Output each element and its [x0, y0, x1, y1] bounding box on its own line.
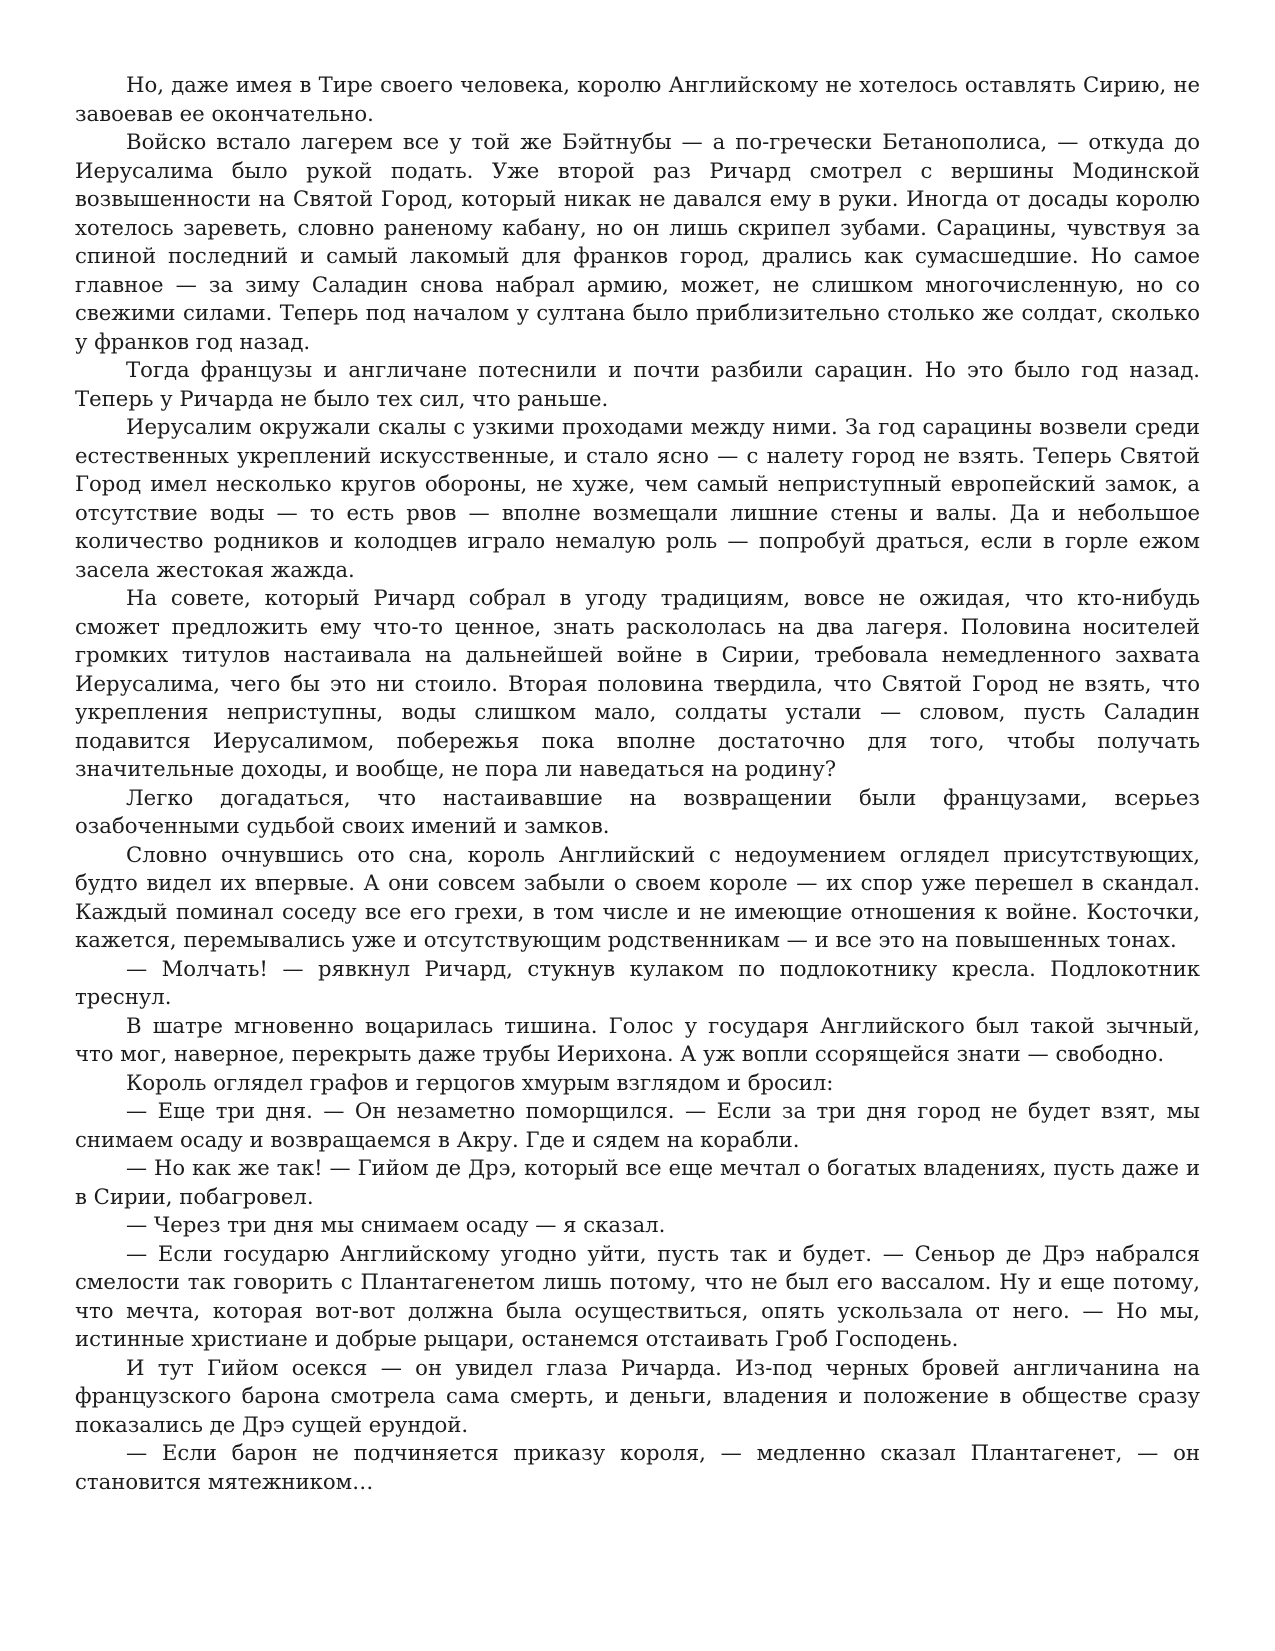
text-line: Король оглядел графов и герцогов хмурым взглядом и бросил: — [126, 1069, 834, 1095]
text-line: естественных укреплений искусственные, и стало ясно — с налету город не взять. Теперь Святой — [75, 442, 1200, 468]
text-line: отсутствие воды — то есть рвов — вполне возмещали лишние стены и валы. Да и небольшое — [75, 499, 1200, 525]
text-line: — Но как же так! — Гийом де Дрэ, который все еще мечтал о богатых владениях, пусть даже и — [126, 1155, 1200, 1180]
text-line: Каждый поминал соседу все его грехи, в том числе и не имеющие отношения к войне. Косточки, — [75, 898, 1200, 924]
text-line: Легко догадаться, что настаивавшие на возвращении были французами, всерьез — [126, 784, 1200, 810]
text-line: хотелось зареветь, словно раненому кабану, но он лишь скрипел зубами. Сарацины, чувствуя за — [75, 214, 1200, 240]
text-line: — Молчать! — рявкнул Ричард, стукнув кулаком по подлокотнику кресла. Подлокотник — [126, 955, 1200, 981]
text-line: кажется, перемывались уже и отсутствующим родственникам — и все это на повышенных тонах. — [75, 927, 1177, 952]
text-line: снимаем осаду и возвращаемся в Акру. Где и сядем на корабли. — [75, 1126, 800, 1152]
text-line: смелости так говорить с Плантагенетом лишь потому, что не был его вассалом. Ну и еще потому, — [75, 1269, 1200, 1294]
text-line: треснул. — [75, 984, 172, 1009]
text-line: Город имел несколько кругов обороны, не хуже, чем самый неприступный европейский замок, а — [75, 471, 1200, 496]
text-line: Тогда французы и англичане потеснили и почти разбили сарацин. Но это было год назад. — [126, 357, 1200, 382]
text-line: свежими силами. Теперь под началом у султана было приблизительно столько же солдат, сколько — [75, 300, 1200, 325]
text-line: Иерусалим окружали скалы с узкими проходами между ними. За год сарацины возвели среди — [126, 414, 1200, 439]
text-line: Теперь у Ричарда не было тех сил, что раньше. — [75, 385, 609, 411]
text-line: показались де Дрэ сущей ерундой. — [75, 1411, 469, 1437]
text-line: становится мятежником… — [75, 1468, 374, 1494]
text-line: количество родников и колодцев играло немалую роль — попробуй драться, если в горле ежом — [75, 528, 1200, 553]
text-line: громких титулов настаивала на дальнейшей войне в Сирии, требовала немедленного захвата — [75, 642, 1200, 667]
text-line: Словно очнувшись ото сна, король Английский с недоумением оглядел присутствующих, — [126, 841, 1200, 867]
text-line: главное — за зиму Саладин снова набрал армию, может, не слишком многочисленную, но со — [75, 271, 1200, 297]
text-line: что мог, наверное, перекрыть даже трубы Иерихона. А уж вопли ссорящейся знати — свободно. — [75, 1041, 1165, 1066]
text-line: озабоченными судьбой своих имений и замков. — [75, 813, 610, 838]
text-line: И тут Гийом осекся — он увидел глаза Ричарда. Из-под черных бровей англичанина на — [126, 1354, 1200, 1380]
text-line: — Если барон не подчиняется приказу короля, — медленно сказал Плантагенет, — он — [126, 1440, 1200, 1465]
text-line: На совете, который Ричард собрал в угоду традициям, вовсе не ожидая, что кто-нибудь — [126, 585, 1200, 610]
text-line: Войско встало лагерем все у той же Бэйтнубы — а по-гречески Бетанополиса, — откуда до — [126, 129, 1200, 154]
text-line: возвышенности на Святой Город, который никак не давался ему в руки. Иногда от досады королю — [75, 186, 1200, 211]
text-line: — Если государю Английскому угодно уйти, пусть так и будет. — Сеньор де Дрэ набрался — [126, 1240, 1200, 1266]
text-line: спиной последний и самый лакомый для франков город, дрались как сумасшедшие. Но самое — [75, 243, 1200, 268]
text-line: значительные доходы, и вообще, не пора ли наведаться на родину? — [75, 756, 837, 781]
text-line: — Еще три дня. — Он незаметно поморщился. — Если за три дня город не будет взят, мы — [126, 1098, 1200, 1123]
text-line: завоевав ее окончательно. — [75, 100, 374, 126]
text-line: подавится Иерусалимом, побережья пока вполне достаточно для того, чтобы получать — [75, 727, 1200, 753]
text-line: Иерусалима, чего бы это ни стоило. Вторая половина твердила, что Святой Город не взять, что — [75, 670, 1200, 696]
text-line: в Сирии, побагровел. — [75, 1183, 314, 1209]
text-line: у франков год назад. — [75, 328, 311, 354]
text-line: Иерусалима было рукой подать. Уже второй раз Ричард смотрел с вершины Модинской — [75, 157, 1200, 183]
text-line: — Через три дня мы снимаем осаду — я сказал. — [126, 1212, 666, 1237]
text-line: истинные христиане и добрые рыцари, останемся отстаивать Гроб Господень. — [75, 1326, 959, 1351]
text-line: что мечта, которая вот-вот должна была осуществиться, опять ускользала от него. — Но мы, — [75, 1297, 1200, 1323]
text-line: засела жестокая жажда. — [75, 556, 355, 582]
text-line: Но, даже имея в Тире своего человека, королю Английскому не хотелось оставлять Сирию, не — [126, 72, 1200, 97]
text-line: сможет предложить ему что-то ценное, знать раскололась на два лагеря. Половина носителей — [75, 613, 1200, 639]
text-line: укрепления неприступны, воды слишком мало, солдаты устали — словом, пусть Саладин — [75, 699, 1200, 724]
text-line: В шатре мгновенно воцарилась тишина. Голос у государя Английского был такой зычный, — [126, 1012, 1200, 1038]
text-line: будто видел их впервые. А они совсем забыли о своем короле — их спор уже перешел в скандал. — [75, 870, 1200, 895]
text-line: французского барона смотрела сама смерть, и деньги, владения и положение в обществе сразу — [75, 1383, 1200, 1408]
